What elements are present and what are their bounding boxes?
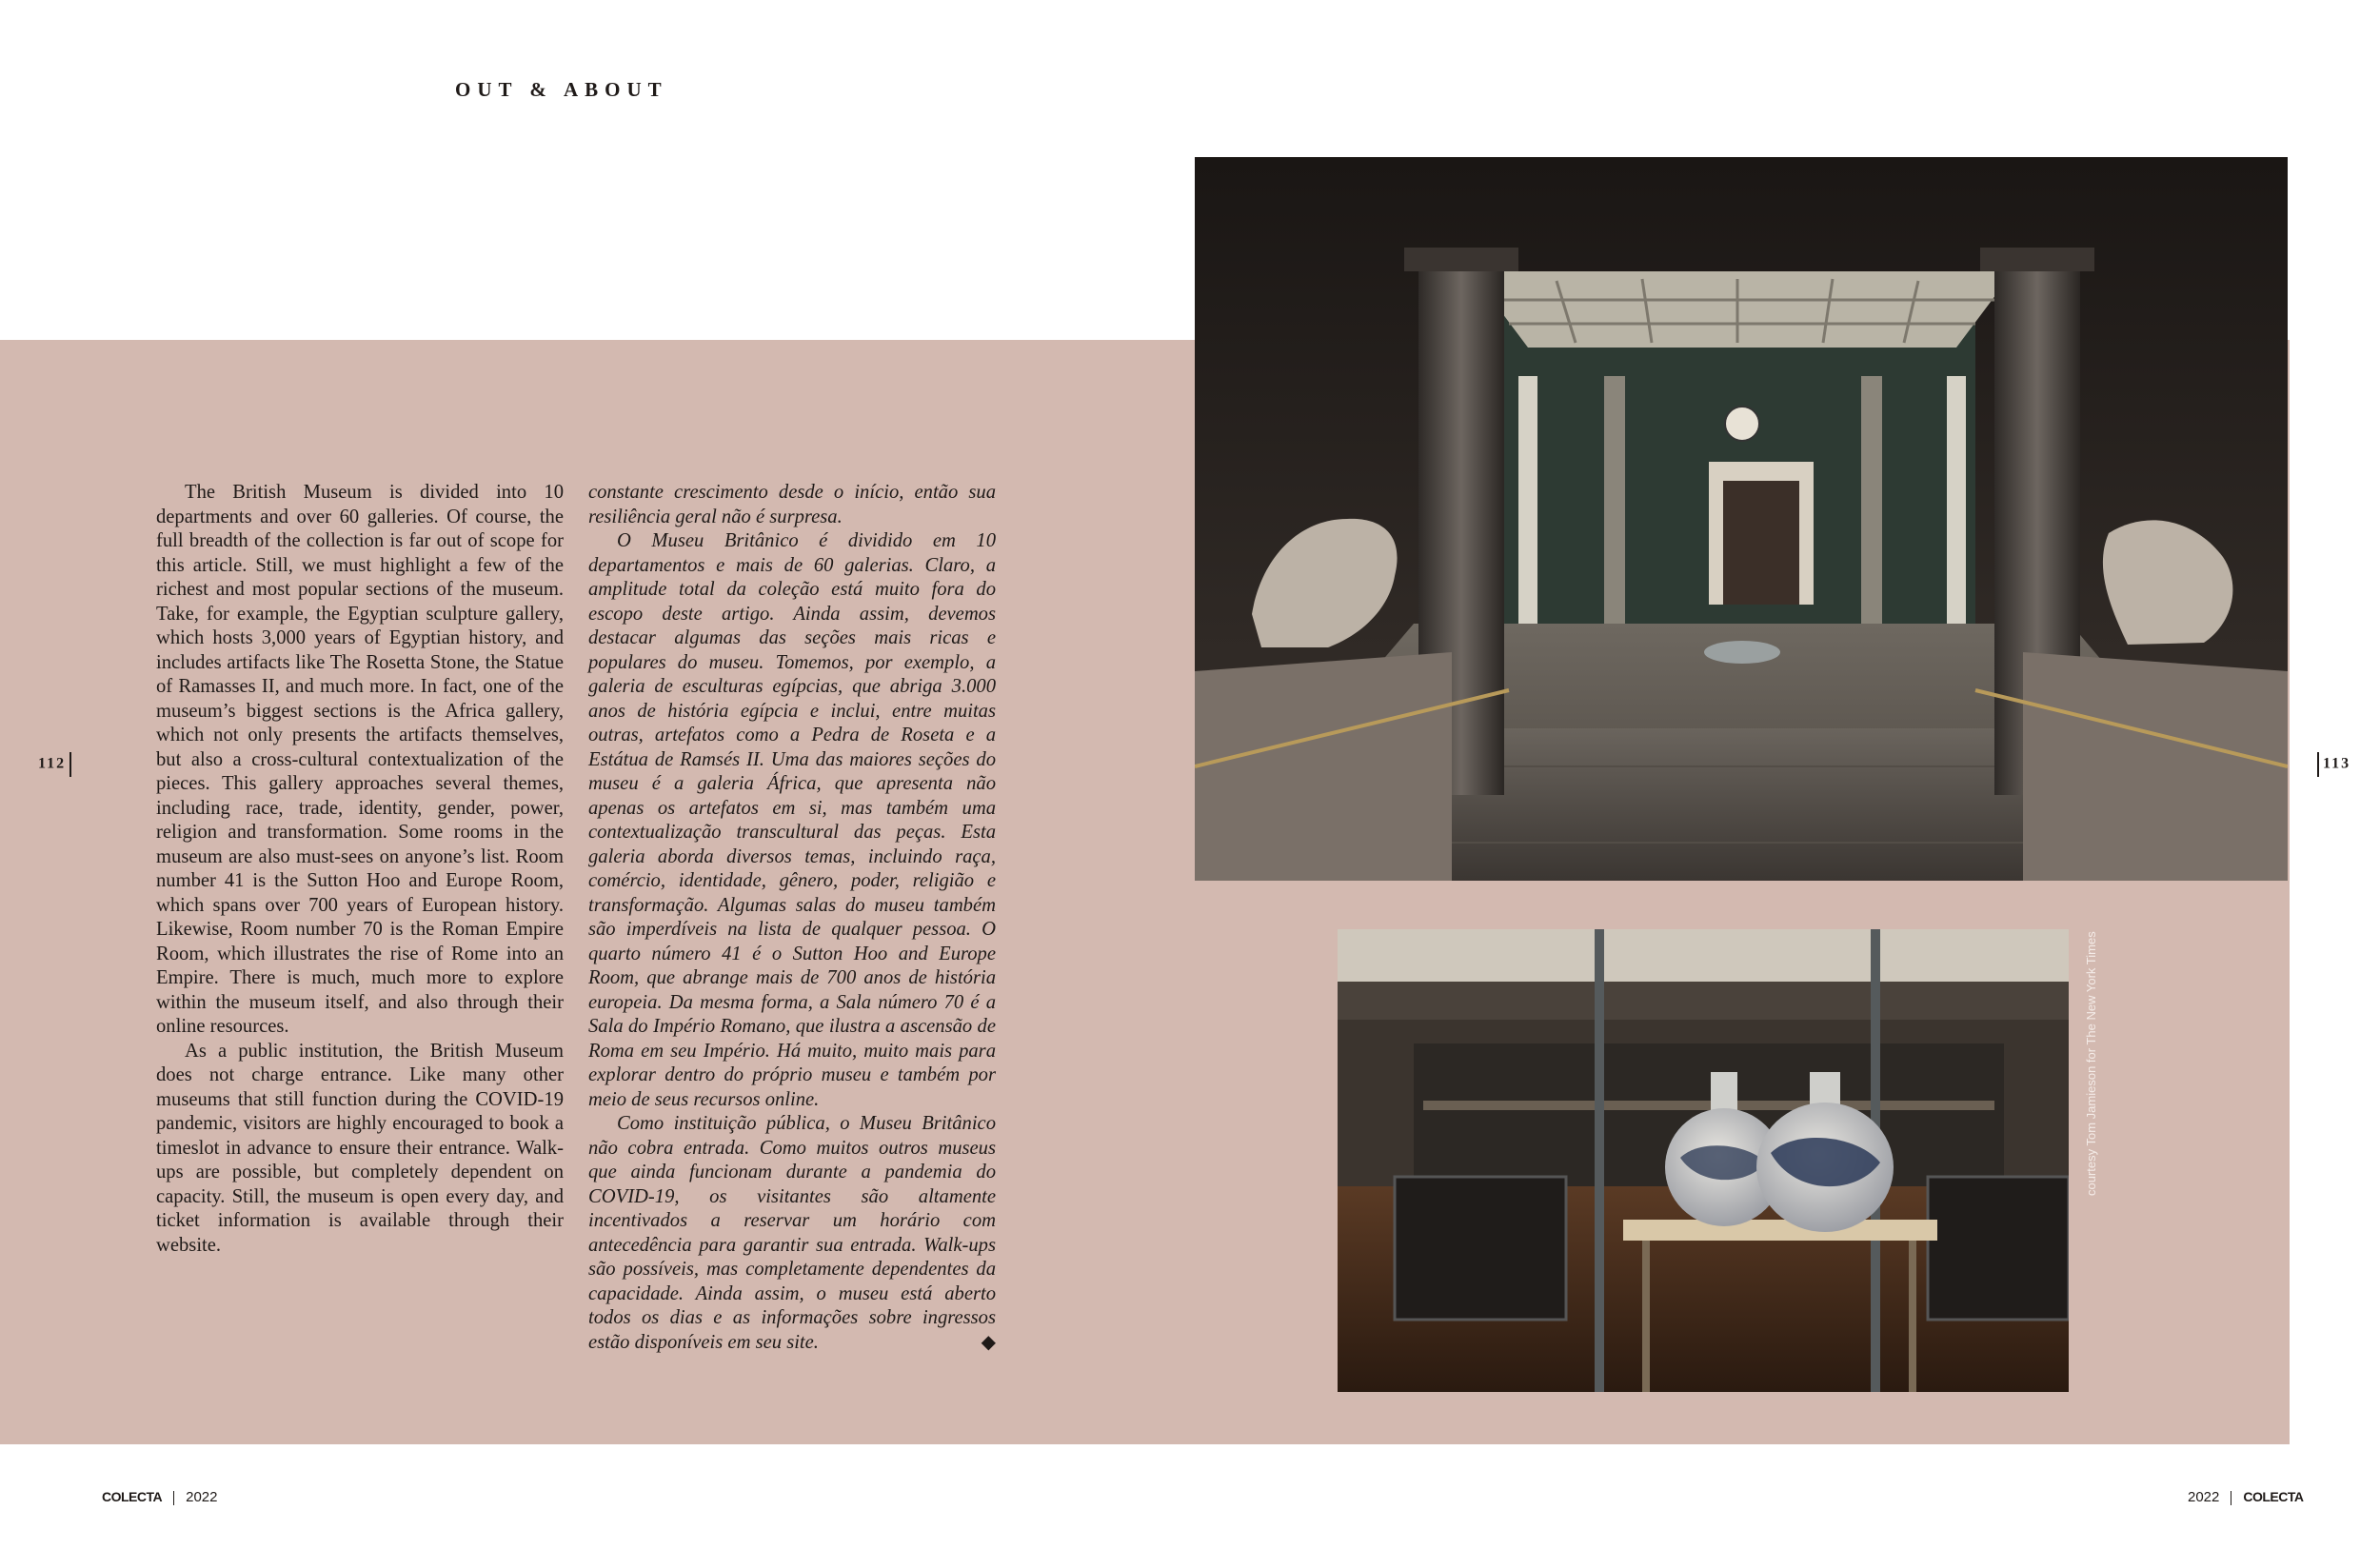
- page-number-right-text: 113: [2323, 755, 2351, 772]
- footer-divider: [173, 1491, 174, 1505]
- portuguese-paragraph: [588, 1112, 996, 1355]
- footer-year: 2022: [2188, 1489, 2220, 1505]
- page-number-divider: [2317, 752, 2319, 777]
- article-column-english: [156, 481, 564, 1258]
- english-paragraph: The British Museum is divided into 10 departments and over 60 galleries. Of course, the full breadth of the collection is far out of scope for this article. Still, we must highlight a few of the richest and most popular sections of the museum. Take, for example, the Egyptian sculpture gallery, which hosts 3,000 years of Egyptian history, and includes artifacts like The Rosetta Stone, the Statue of Ramasses II, and much more. In fact, one of the museum’s biggest sections is the Africa gallery, which not only presents the artifacts themselves, but also a cross-cultural contextualization of the pieces. This gallery approaches several themes, including race, trade, identity, gender, power, religion and transformation. Some rooms in the museum are also must-sees on anyone’s list. Room number 41 is the Sutton Hoo and Europe Room, which spans over 700 years of European history. Likewise, Room number 70 is the Roman Empire Room, which illustrates the rise of Rome into an Empire. There is much, much more to explore within the museum itself, and also through their online resources.: [156, 482, 564, 1037]
- article-column-portuguese: [588, 481, 996, 1355]
- photo-credit: [2078, 929, 2107, 1196]
- page-number-left-text: 112: [38, 755, 67, 772]
- footer-year: 2022: [186, 1489, 218, 1505]
- brand-logo: COLECTA: [102, 1489, 163, 1504]
- footer-right: [2188, 1489, 2304, 1505]
- end-mark-icon: ◆: [981, 1331, 996, 1353]
- porcelain-gallery-illustration: [1338, 929, 2069, 1392]
- page-number-left: [38, 752, 75, 777]
- portuguese-paragraph: O Museu Britânico é dividido em 10 departamentos e mais de 60 galerias. Claro, a amplitude total da coleção está muito fora do escopo deste artigo. Ainda assim, devemos destacar algumas das seções mais ricas e populares do museu. Tomemos, por exemplo, a galeria de esculturas egípcias, que abriga 3.000 anos de história egípcia e inclui, entre muitas outras, artefatos como a Pedra de Roseta e a Estátua de Ramsés II. Uma das maiores seções do museu é a galeria África, que apresenta não apenas os artefatos em si, mas também uma contextualização transcultural das peças. Esta galeria aborda diversos temas, incluindo raça, comércio, identidade, gênero, poder, religião e transformação. Algumas salas do museu também são imperdíveis na lista de qualquer pessoa. O quarto número 41 é o Sutton Hoo and Europe Room, que abrange mais de 700 anos de história europeia. Da mesma forma, a Sala número 70 é a Sala do Império Romano, que ilustra a ascensão de Roma em seu Império. Há muito, muito mais para explorar dentro do próprio museu e também por meio de seus recursos online.: [588, 530, 996, 1110]
- page-number-right: [2313, 752, 2350, 777]
- brand-logo: COLECTA: [2243, 1489, 2304, 1504]
- english-paragraph: As a public institution, the British Museum does not charge entrance. Like many other museums that still function during the COVID-19 pandemic, visitors are highly encouraged to book a timeslot in advance to ensure their entrance. Walk-ups are possible, but completely dependent on capacity. Still, the museum is open every day, and ticket information is available through their website.: [156, 1040, 564, 1256]
- museum-hall-illustration: [1195, 157, 2288, 881]
- photo-credit-text: courtesy Tom Jamieson for The New York Times: [2084, 931, 2098, 1196]
- porcelain-gallery-photo: [1338, 929, 2069, 1392]
- portuguese-paragraph: constante crescimento desde o início, então sua resiliência geral não é surpresa.: [588, 482, 996, 527]
- museum-hall-photo: [1195, 157, 2288, 881]
- footer-left: [102, 1489, 218, 1505]
- section-title: OUT & ABOUT: [455, 78, 668, 101]
- page-number-divider: [69, 752, 71, 777]
- portuguese-paragraph-text: Como instituição pública, o Museu Britânico não cobra entrada. Como muitos outros museus que ainda funcionam durante a pandemia do COVID-19, os visitantes são altamente incentivados a reservar um horário com antecedência para garantir sua entrada. Walk-ups são possíveis, mas completamente dependentes da capacidade. Ainda assim, o museu está aberto todos os dias e as informações sobre ingressos estão disponíveis em seu site.: [588, 1113, 996, 1353]
